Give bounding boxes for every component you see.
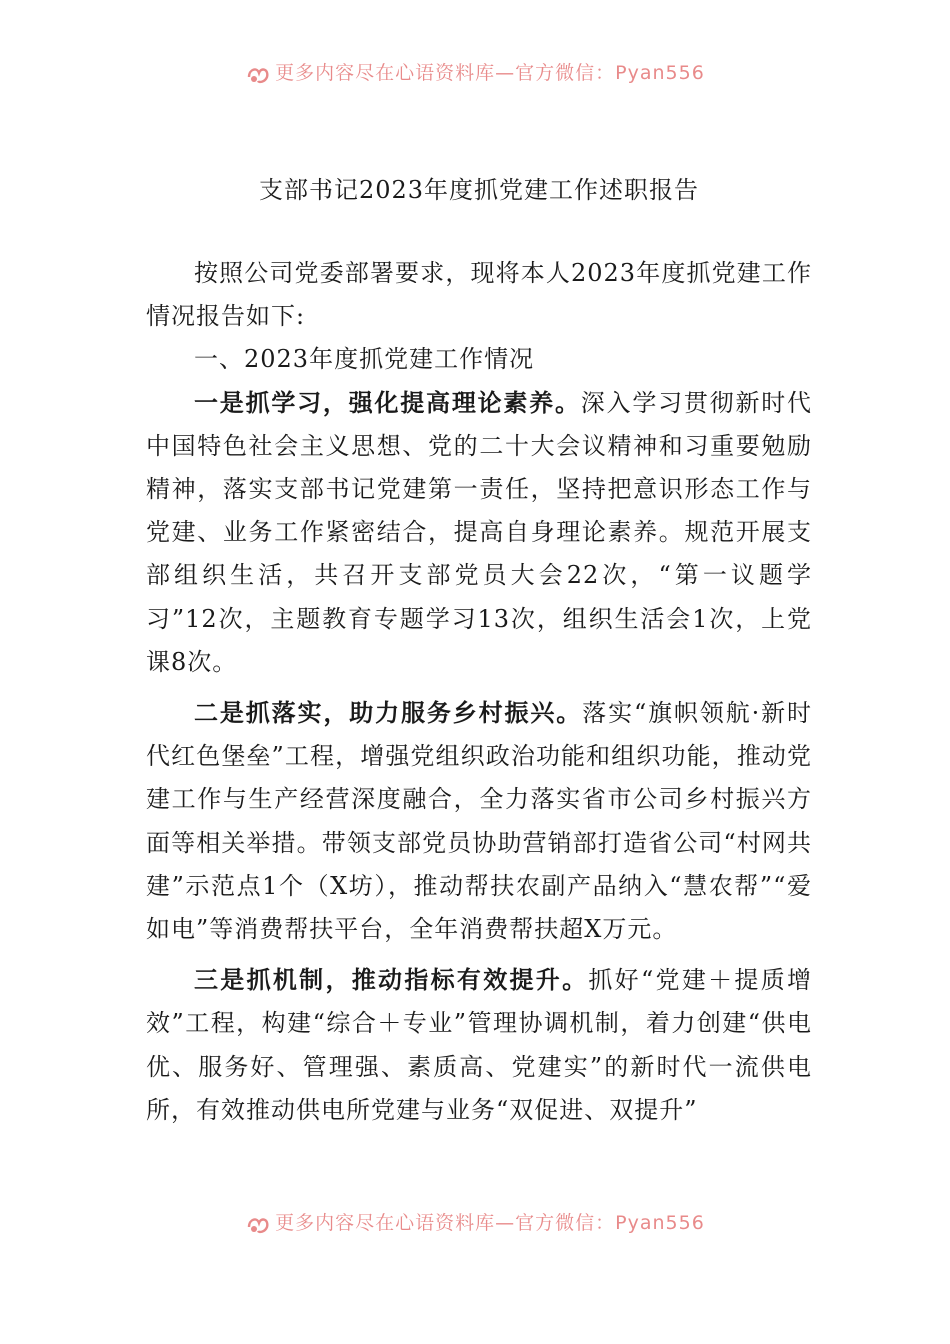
watermark-logo-icon [245, 1213, 271, 1235]
footer-watermark [0, 1208, 950, 1235]
item-1-lead: 一是抓学习，强化提高理论素养。 [194, 388, 581, 417]
item-1-body: 深入学习贯彻新时代中国特色社会主义思想、党的二十大会议精神和习重要勉励精神，落实支部书记党建第一责任，坚持把意识形态工作与党建、业务工作紧密结合，提高自身理论素养。规范开展支部组织生活，共召开支部党员大会22次，“第一议题学习”12次，主题教育专题学习13次，组织生活会1次，上党课8次。 [146, 388, 813, 676]
watermark-logo-icon [245, 63, 271, 85]
item-paragraph-3 [146, 959, 812, 1132]
section-heading: 一、2023年度抓党建工作情况 [194, 345, 535, 374]
item-2-body: 落实“旗帜领航·新时代红色堡垒”工程，增强党组织政治功能和组织功能，推动党建工作与生产经营深度融合，全力落实省市公司乡村振兴方面等相关举措。带领支部党员协助营销部打造省公司“村网共建”示范点1个（X坊），推动帮扶农副产品纳入“慧农帮”“爱如电”等消费帮扶平台，全年消费帮扶超X万元。 [146, 699, 812, 944]
item-paragraph-1 [146, 382, 812, 684]
item-3-lead: 三是抓机制，推动指标有效提升。 [194, 966, 589, 995]
document-title: 支部书记2023年度抓党建工作述职报告 [258, 176, 700, 204]
intro-paragraph: 按照公司党委部署要求，现将本人2023年度抓党建工作情况报告如下: [146, 259, 812, 331]
document-page [146, 168, 812, 1132]
item-3-body: 抓好“党建＋提质增效”工程，构建“综合＋专业”管理协调机制，着力创建“供电优、服务好、管理强、素质高、党建实”的新时代一流供电所，有效推动供电所党建与业务“双促进、双提升” [146, 966, 812, 1124]
header-watermark [0, 58, 950, 85]
item-2-lead: 二是抓落实，助力服务乡村振兴。 [194, 699, 583, 728]
item-paragraph-2 [146, 692, 812, 951]
watermark-text: 更多内容尽在心语资料库—官方微信：Pyan556 [275, 62, 705, 84]
watermark-text: 更多内容尽在心语资料库—官方微信：Pyan556 [275, 1212, 705, 1234]
